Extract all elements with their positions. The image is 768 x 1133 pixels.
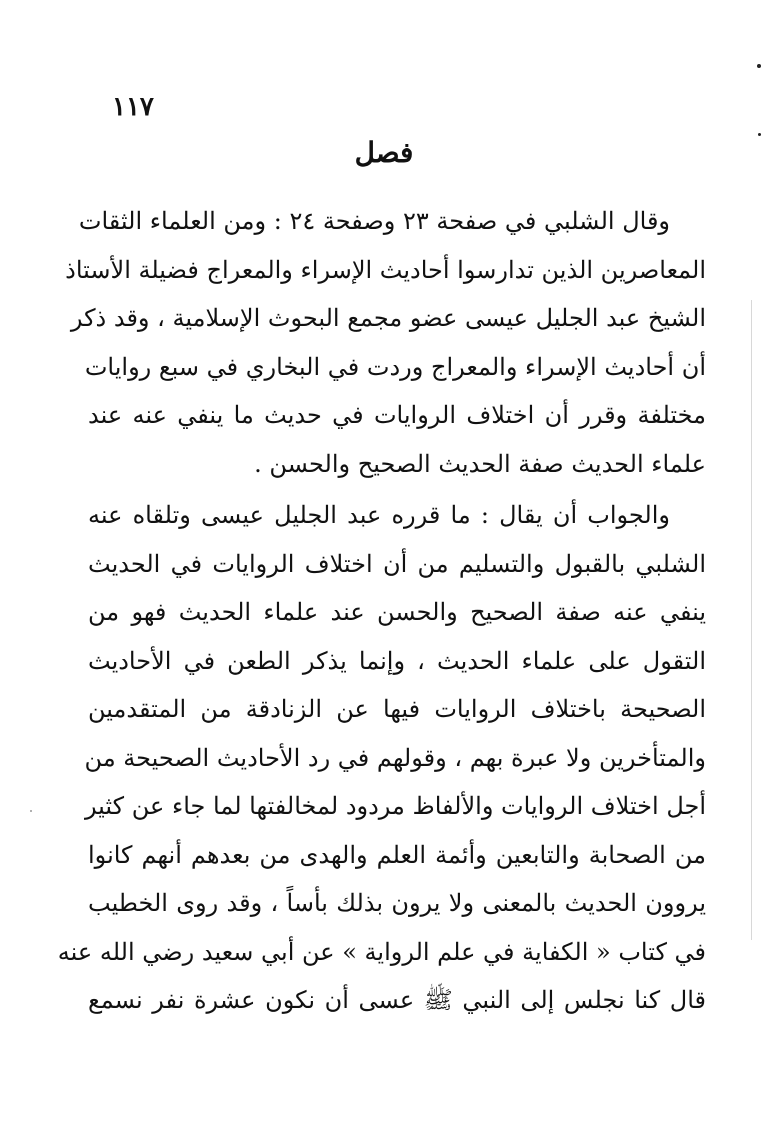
text-line: أن أحاديث الإسراء والمعراج وردت في البخاري في سبع روايات [84,352,706,381]
text-line: يروون الحديث بالمعنى ولا يرون بذلك بأساً ، وقد روى الخطيب [88,889,706,917]
text-line: الصحيحة باختلاف الروايات فيها عن الزنادقة من المتقدمين [88,695,706,723]
text-line: والمتأخرين ولا عبرة بهم ، وقولهم في رد الأحاديث الصحيحة من [84,743,706,772]
text-line: علماء الحديث صفة الحديث الصحيح والحسن . [254,449,706,478]
text-line: التقول على علماء الحديث ، وإنما يذكر الطعن في الأحاديث [88,646,706,675]
page-number: ١١٧ [112,92,154,122]
text-line: الشلبي بالقبول والتسليم من أن اختلاف الروايات في الحديث [88,549,706,578]
text-line: ينفي عنه صفة الصحيح والحسن عند علماء الحديث فهو من [88,598,706,626]
text-line: مختلفة وقرر أن اختلاف الروايات في حديث ما ينفي عنه عند [88,401,706,429]
text-line: أجل اختلاف الروايات والألفاظ مردود لمخالفتها لما جاء عن كثير [84,792,706,820]
text-line: المعاصرين الذين تدارسوا أحاديث الإسراء والمعراج فضيلة الأستاذ [65,255,706,284]
scan-edge-line [751,300,752,940]
text-line: والجواب أن يقال : ما قرره عبد الجليل عيسى وتلقاه عنه [88,501,670,529]
scan-speck [30,810,32,812]
section-heading: فصل [354,136,414,169]
paragraph-2 [57,491,706,1025]
paragraph-1 [65,197,706,488]
scan-speck [757,64,761,68]
text-line: الشيخ عبد الجليل عيسى عضو مجمع البحوث الإسلامية ، وقد ذكر [70,304,706,332]
text-line: في كتاب « الكفاية في علم الرواية » عن أبي سعيد رضي الله عنه [57,937,706,966]
text-line: من الصحابة والتابعين وأئمة العلم والهدى من بعدهم أنهم كانوا [88,840,706,869]
text-line: قال كنا نجلس إلى النبي ﷺ عسى أن نكون عشرة نفر نسمع [88,986,706,1014]
text-line: وقال الشلبي في صفحة ٢٣ وصفحة ٢٤ : ومن العلماء الثقات [78,207,670,235]
